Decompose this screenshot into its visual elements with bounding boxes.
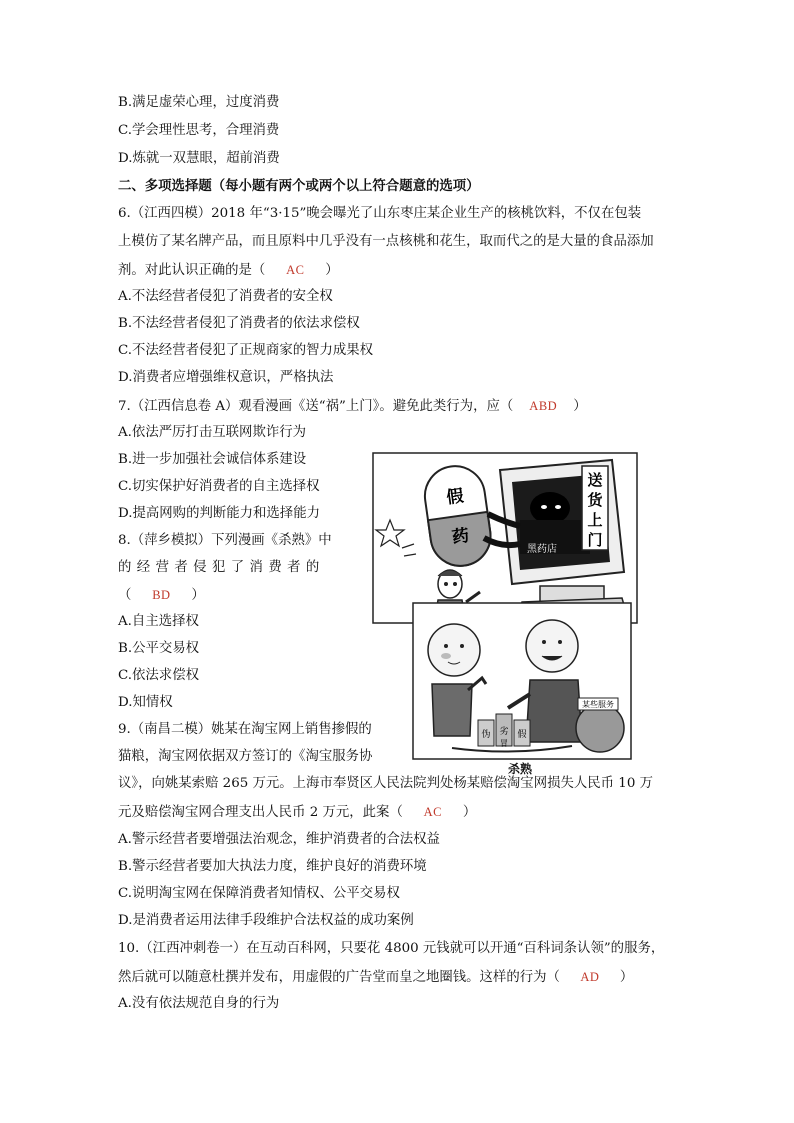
q8-option-a: A.自主选择权: [118, 614, 199, 629]
q10-answer: AD: [580, 970, 600, 984]
q9-option-b: B.警示经营者要加大执法力度，维护良好的消费环境: [118, 859, 427, 874]
jar-label-1: 伪: [481, 730, 491, 740]
q7-option-a: A.依法严厉打击互联网欺诈行为: [118, 425, 307, 440]
section-heading: 二、多项选择题（每小题有两个或两个以上符合题意的选项）: [118, 178, 480, 194]
cartoon-delivery-fake-medicine: [372, 452, 638, 624]
banner-char-2: 货: [587, 491, 603, 509]
cartoon-shashu: [412, 602, 632, 776]
pill-char-medicine: 药: [450, 525, 471, 548]
q8-close-paren: ）: [191, 588, 205, 603]
q8-option-b: B.公平交易权: [118, 641, 200, 656]
q5-option-d: D.炼就一双慧眼，超前消费: [118, 151, 280, 166]
q6-answer: AC: [286, 263, 305, 277]
q6-option-a: A.不法经营者侵犯了消费者的安全权: [118, 289, 333, 304]
q9-stem-line4: [118, 802, 476, 823]
q6-close-paren: ）: [325, 263, 339, 278]
bag-sign-text: 某些服务: [582, 700, 614, 709]
banner-char-4: 门: [587, 531, 603, 549]
cartoon-delivery-drawing: [372, 452, 638, 624]
q8-option-c: C.依法求偿权: [118, 668, 199, 683]
q9-stem-text: 元及赔偿淘宝网合理支出人民币 2 万元，此案（: [118, 805, 403, 820]
q10-stem-line2: [118, 967, 633, 988]
banner-char-3: 上: [587, 511, 603, 529]
q6-stem-line3: [118, 260, 339, 281]
q7-stem: [118, 396, 587, 417]
q8-stem-line1: 8.（萍乡模拟）下列漫画《杀熟》中: [118, 533, 332, 548]
q5-option-c: C.学会理性思考，合理消费: [118, 123, 280, 138]
jar-label-2: 劣: [499, 727, 509, 737]
q6-stem-line2: 上模仿了某名牌产品，而且原料中几乎没有一点核桃和花生，取而代之的是大量的食品添加: [118, 234, 654, 249]
q8-stem-line3: [118, 585, 205, 606]
q9-option-d: D.是消费者运用法律手段维护合法权益的成功案例: [118, 913, 414, 928]
q10-stem-line1: 10.（江西冲刺卷一）在互动百科网，只要花 4800 元钱就可以开通“百科词条认领”的服务，: [118, 941, 665, 956]
q7-answer: ABD: [529, 399, 558, 413]
q10-stem-text: 然后就可以随意杜撰并发布，用虚假的广告堂而皇之地圈钱。这样的行为（: [118, 970, 560, 985]
q6-option-d: D.消费者应增强维权意识，严格执法: [118, 370, 334, 385]
q9-option-a: A.警示经营者要增强法治观念，维护消费者的合法权益: [118, 832, 440, 847]
q7-option-c: C.切实保护好消费者的自主选择权: [118, 479, 320, 494]
q8-option-d: D.知情权: [118, 695, 173, 710]
q9-option-c: C.说明淘宝网在保障消费者知情权、公平交易权: [118, 886, 400, 901]
cartoon-shashu-drawing: [412, 602, 632, 760]
q7-option-d: D.提高网购的判断能力和选择能力: [118, 506, 320, 521]
jar-label-3: 假: [517, 730, 527, 740]
shop-sign-text: 黑药店: [527, 544, 557, 555]
q6-stem-text: 剂。对此认识正确的是（: [118, 263, 266, 278]
jar-label-4: 冒: [500, 739, 508, 748]
pill-char-fake: 假: [445, 486, 465, 509]
q9-answer: AC: [423, 805, 443, 819]
cartoon-caption: 杀熟: [508, 762, 533, 776]
q9-close-paren: ）: [462, 805, 477, 820]
q9-stem-line2: 猫粮，淘宝网依据双方签订的《淘宝服务协: [118, 749, 373, 764]
q8-stem-line2: 的经营者侵犯了消费者的: [118, 560, 325, 575]
q7-stem-text: 7.（江西信息卷 A）观看漫画《送“祸”上门》。避免此类行为，应（: [118, 399, 514, 414]
q6-option-b: B.不法经营者侵犯了消费者的依法求偿权: [118, 316, 360, 331]
q8-open-paren: （: [118, 588, 132, 603]
q6-option-c: C.不法经营者侵犯了正规商家的智力成果权: [118, 343, 374, 358]
q10-close-paren: ）: [619, 970, 634, 985]
q8-answer: BD: [152, 588, 171, 602]
q5-option-b: B.满足虚荣心理，过度消费: [118, 95, 280, 110]
q7-option-b: B.进一步加强社会诚信体系建设: [118, 452, 307, 467]
banner-char-1: 送: [587, 471, 603, 489]
q9-stem-line1: 9.（南昌二模）姚某在淘宝网上销售掺假的: [118, 722, 372, 737]
q7-close-paren: ）: [573, 399, 587, 414]
q9-stem-line3: 议》，向姚某索赔 265 万元。上海市奉贤区人民法院判处杨某赔偿淘宝网损失人民币 10 万: [118, 776, 653, 791]
q10-option-a: A.没有依法规范自身的行为: [118, 996, 280, 1011]
q6-stem-line1: 6.（江西四模）2018 年“3·15”晚会曝光了山东枣庄某企业生产的核桃饮料，不仅在包装: [118, 206, 642, 221]
